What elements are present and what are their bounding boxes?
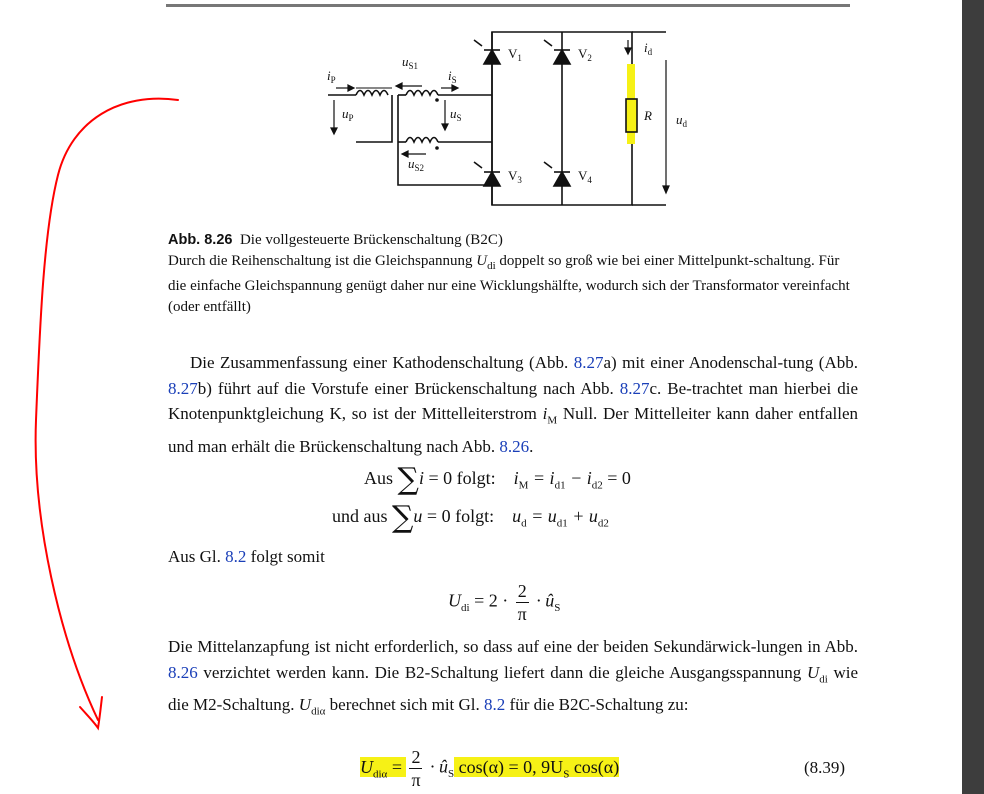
eq4-lhs: U [360, 756, 373, 777]
eq2-var: u [413, 506, 423, 526]
eq2-lhs: u [512, 506, 522, 526]
eq4-highlight-rhs [454, 756, 620, 781]
para3-text-1: Die Mittelanzapfung ist nicht erforderlich, so dass auf eine der beiden Sekundärwick-lungen in Abb. [168, 637, 858, 656]
eq2-sum-symbol: ∑ [392, 500, 414, 535]
eq4-numerator: 2 [411, 747, 421, 767]
eq1-lhs-sub: M [518, 479, 529, 492]
eq4-highlight-lhs [360, 756, 407, 781]
eq4-m1: · û [425, 756, 448, 777]
label-V4: $V_4$ [578, 168, 592, 185]
label-uS1: $u_{S1}$ [402, 54, 419, 71]
label-iS: $i_S$ [448, 68, 457, 85]
ref-gl-8-2-b[interactable]: 8.2 [484, 695, 506, 715]
eq4-lhs-sub: diα [373, 768, 388, 781]
ref-abb-8-27a[interactable]: 8.27 [573, 353, 604, 372]
eq3-rest: · û [531, 590, 555, 611]
red-annotation-arrow [0, 0, 200, 794]
para3-text-4: berechnet sich mit Gl. [325, 695, 485, 715]
para3-text-2: verzichtet werden kann. Die B2-Schaltung liefert dann die gleiche Ausgangsspannung [197, 662, 807, 682]
figure-caption [168, 230, 858, 317]
eq1-rhs-sub1: d1 [554, 479, 566, 492]
eq3-lhs: U [448, 590, 461, 611]
eq1-lhs: i [513, 468, 519, 488]
ref-abb-8-26-b[interactable]: 8.26 [168, 662, 198, 682]
eq4-m2: cos(α) = 0, 9U [454, 756, 564, 777]
para2-text-2: folgt somit [246, 547, 325, 566]
equation-sum-i [364, 462, 631, 497]
eq3-numerator: 2 [517, 581, 527, 601]
eq2-rhs-mid: + u [567, 506, 598, 526]
eq3-fraction [516, 580, 529, 625]
eq2-mid: = 0 folgt: [422, 506, 495, 526]
eq2-lhs-sub: d [521, 517, 527, 530]
para3-U2: U [298, 695, 312, 715]
eq1-sum-symbol: ∑ [397, 462, 419, 497]
para3-text-5: für die B2C-Schaltung zu: [505, 695, 689, 715]
para1-text-6: . [529, 436, 534, 456]
eq4-m3: cos(α) [569, 756, 620, 777]
ref-abb-8-26[interactable]: 8.26 [499, 436, 530, 456]
eq3-equals: = 2 · [469, 590, 513, 611]
para1-text-5: Null. Der Mittelleiter kann daher entfallen und man erhält die Brückenschaltung nach Abb. [168, 404, 859, 456]
equation-sum-u [332, 500, 609, 535]
eq2-rhs-sub1: d1 [556, 517, 568, 530]
label-uS: $u_S$ [450, 106, 462, 123]
label-iP: $i_P$ [327, 68, 336, 85]
equation-udi [448, 580, 560, 625]
eq1-var: i [418, 468, 424, 488]
para2-text-1: Aus Gl. [168, 547, 226, 566]
eq2-rhs: = u [526, 506, 557, 526]
equation-udia [360, 746, 619, 791]
ref-gl-8-2[interactable]: 8.2 [225, 547, 247, 566]
caption-text-b: doppelt so groß wie bei einer Mittelpunkt-schaltung. Für die einfache Gleichspannung genügt daher nur eine Wicklungshälfte, wodurch sich der Transformator vereinfacht (oder entfällt) [168, 252, 850, 315]
label-V2: $V_2$ [578, 46, 592, 63]
caption-title: Die vollgesteuerte Brückenschaltung (B2C) [239, 232, 503, 248]
eq1-pre: Aus [364, 468, 394, 488]
viewer-scrollbar[interactable] [962, 0, 984, 794]
eq1-rhs-mid: − i [565, 468, 592, 488]
eq1-rhs-sub2: d2 [591, 479, 603, 492]
equation-number: (8.39) [804, 758, 846, 777]
eq1-rhs: = i [528, 468, 555, 488]
label-V1: $V_1$ [508, 46, 522, 63]
para3-U2-sub: diα [311, 705, 326, 718]
para1-iM: i [542, 404, 548, 423]
para1-text-3: b) führt auf die Vorstufe einer Brückenschaltung nach Abb. [197, 378, 620, 398]
para1-text-1: Die Zusammenfassung einer Kathodenschaltung (Abb. [190, 353, 574, 372]
caption-text-a: Durch die Reihenschaltung ist die Gleichspannung [168, 252, 477, 269]
eq4-denominator: π [411, 770, 421, 790]
label-id: $i_d$ [644, 40, 653, 57]
para3-U1-sub: di [819, 672, 828, 685]
ref-abb-8-27c[interactable]: 8.27 [619, 378, 650, 398]
paragraph-2 [168, 544, 858, 570]
eq4-equals: = [387, 756, 407, 777]
eq4-m2-sub: S [563, 768, 570, 781]
eq4-m1-sub: S [447, 768, 455, 781]
label-R: R [644, 108, 652, 123]
para3-U1: U [806, 662, 820, 682]
label-ud: $u_d$ [676, 112, 687, 129]
caption-symbol-U: U [476, 252, 488, 269]
eq2-rhs-sub2: d2 [597, 517, 609, 530]
label-V3: $V_3$ [508, 168, 522, 185]
para1-text-4: c. Be-trachtet man hierbei die Knotenpunktgleichung K, so ist der Mittelleiterstrom [168, 378, 858, 423]
eq1-rhs-end: = 0 [602, 468, 631, 488]
eq3-lhs-sub: di [461, 602, 470, 615]
label-uS2: $u_{S2}$ [408, 156, 425, 173]
ref-abb-8-27b[interactable]: 8.27 [168, 378, 198, 398]
paragraph-1 [168, 350, 858, 459]
caption-symbol-di: di [487, 259, 496, 272]
eq3-denominator: π [517, 604, 527, 624]
para1-text-2: a) mit einer Anodenschal-tung (Abb. [603, 353, 858, 372]
eq2-pre: und aus [332, 506, 388, 526]
paragraph-3 [168, 634, 858, 725]
eq3-rest-sub: S [554, 602, 561, 615]
para1-iM-sub: M [547, 414, 558, 427]
caption-number: Abb. 8.26 [168, 232, 233, 248]
eq1-mid: = 0 folgt: [423, 468, 496, 488]
para3-text-3: wie die M2-Schaltung. [168, 662, 859, 715]
eq4-fraction [409, 746, 422, 791]
label-uP: $u_P$ [342, 106, 354, 123]
